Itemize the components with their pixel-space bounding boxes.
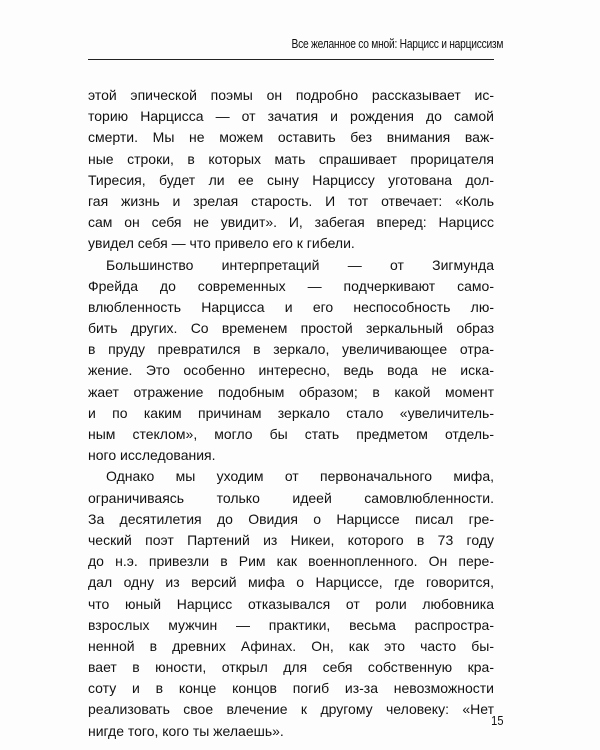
text-line: сам он себя не увидит». И, забегая вперед: Нарцисс [88,214,494,231]
header-rule [88,59,494,60]
text-line: торию Нарцисса — от зачатия и рождения до самой [88,108,494,125]
text-line: гая жизнь и зрелая старость. И тот отвечает: «Коль [88,192,494,209]
text-line: взрослых мужчин — практики, весьма распростра- [88,616,494,633]
text-line: нигде того, кого ты желаешь». [88,722,284,739]
text-line: Большинство интерпретаций — от Зигмунда [106,256,494,273]
text-line: жение. Это особенно интересно, ведь вода не иска- [88,362,494,379]
text-line: и по каким причинам зеркало стало «увеличитель- [88,404,494,421]
text-line: увидел себя — что привело его к гибели. [88,235,355,252]
text-line: соту и в конце концов погиб из-за невозможности [88,680,494,697]
paragraph [88,85,494,255]
text-line: в пруду превратился в зеркало, увеличивающее отра- [88,341,494,358]
body-text [88,85,494,742]
text-line: ным стеклом», могло бы стать предметом отдель- [88,426,494,442]
text-line: бить других. Со временем простой зеркальный образ [88,320,494,337]
text-line: Фрейда до современных — подчеркивают само- [88,277,494,294]
text-line: ного исследования. [88,447,216,464]
text-line: ческий поэт Партений из Никеи, которого в 73 году [88,531,494,548]
text-line: ные строки, в которых мать спрашивает прорицателя [88,150,494,167]
running-head: Все желанное со мной: Нарцисс и нарциссизм [291,37,503,51]
text-line: вает в юности, открыл для себя собственную кра- [88,659,494,676]
text-line: что юный Нарцисс отказывался от роли любовника [88,595,494,612]
text-line: дал одну из версий мифа о Нарциссе, где говорится, [88,574,494,591]
text-line: Однако мы уходим от первоначального мифа, [106,468,494,485]
text-line: смерти. Мы не можем оставить без внимания важ- [88,129,494,146]
text-line: ограничиваясь только идеей самовлюбленности. [88,489,494,506]
paragraph [88,466,494,741]
page-number: 15 [490,713,503,728]
text-line: влюбленность Нарцисса и его неспособность лю- [88,298,494,315]
text-line: жает отражение подобным образом; в какой момент [88,383,494,400]
text-line: За десятилетия до Овидия о Нарциссе писал гре- [88,510,494,527]
text-line: реализовать свое влечение к другому человеку: «Нет [88,701,494,718]
paragraph [88,255,494,467]
text-line: до н.э. привезли в Рим как военнопленного. Он пере- [88,553,494,570]
text-line: Тиресия, будет ли ее сыну Нарциссу уготована дол- [88,171,494,188]
text-line: этой эпической поэмы он подробно рассказывает ис- [88,87,494,103]
text-line: ненной в древних Афинах. Он, как это часто бы- [88,637,494,654]
